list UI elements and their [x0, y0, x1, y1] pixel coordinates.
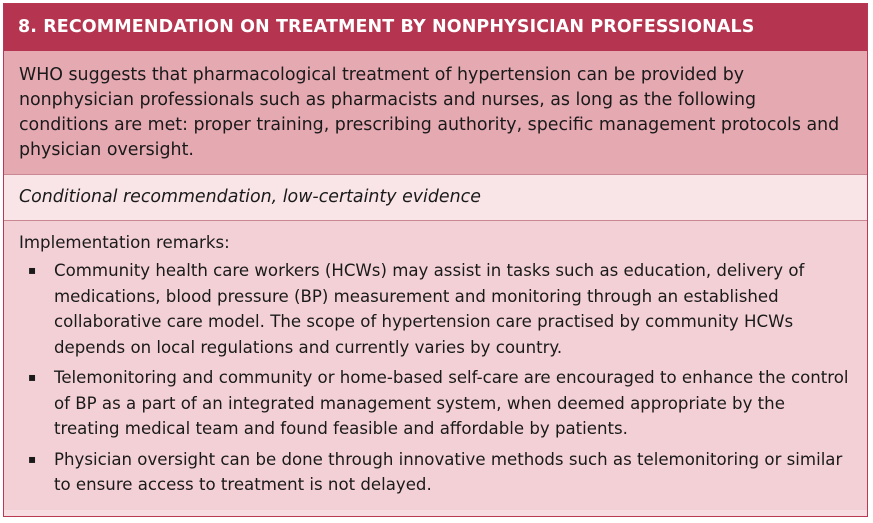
list-item — [19, 258, 853, 360]
bullet-icon: ▪ — [28, 370, 37, 384]
list-item-text: Physician oversight can be done through innovative methods such as telemonitoring or similar to ensure access to treatment is not delayed. — [54, 449, 843, 494]
implementation-title: Implementation remarks: — [19, 233, 230, 252]
implementation-list — [19, 258, 853, 498]
recommendation-strength: Conditional recommendation, low-certainty evidence — [4, 175, 867, 221]
section-header: 8. RECOMMENDATION ON TREATMENT BY NONPHYSICIAN PROFESSIONALS — [4, 4, 867, 51]
recommendation-box — [3, 3, 868, 517]
recommendation-text: WHO suggests that pharmacological treatment of hypertension can be provided by nonphysician professionals such as pharmacists and nurses, as long as the following conditions are met: proper training, prescribing authority, specific management protocols and physician oversight. — [4, 51, 867, 175]
list-item-text: Telemonitoring and community or home-based self-care are encouraged to enhance the control of BP as a part of an integrated management system, when deemed appropriate by the treating medical team and found feasible and affordable by patients. — [54, 368, 849, 438]
list-item — [19, 447, 853, 498]
list-item — [19, 365, 853, 442]
implementation-remarks — [4, 221, 867, 510]
bullet-icon: ▪ — [28, 263, 37, 277]
list-item-text: Community health care workers (HCWs) may assist in tasks such as education, delivery of medications, blood pressure (BP) measurement and monitoring through an established collaborative care model. The scope of hypertension care practised by community HCWs depends on local regulations and currently varies by country. — [54, 261, 805, 357]
bullet-icon: ▪ — [28, 451, 37, 466]
